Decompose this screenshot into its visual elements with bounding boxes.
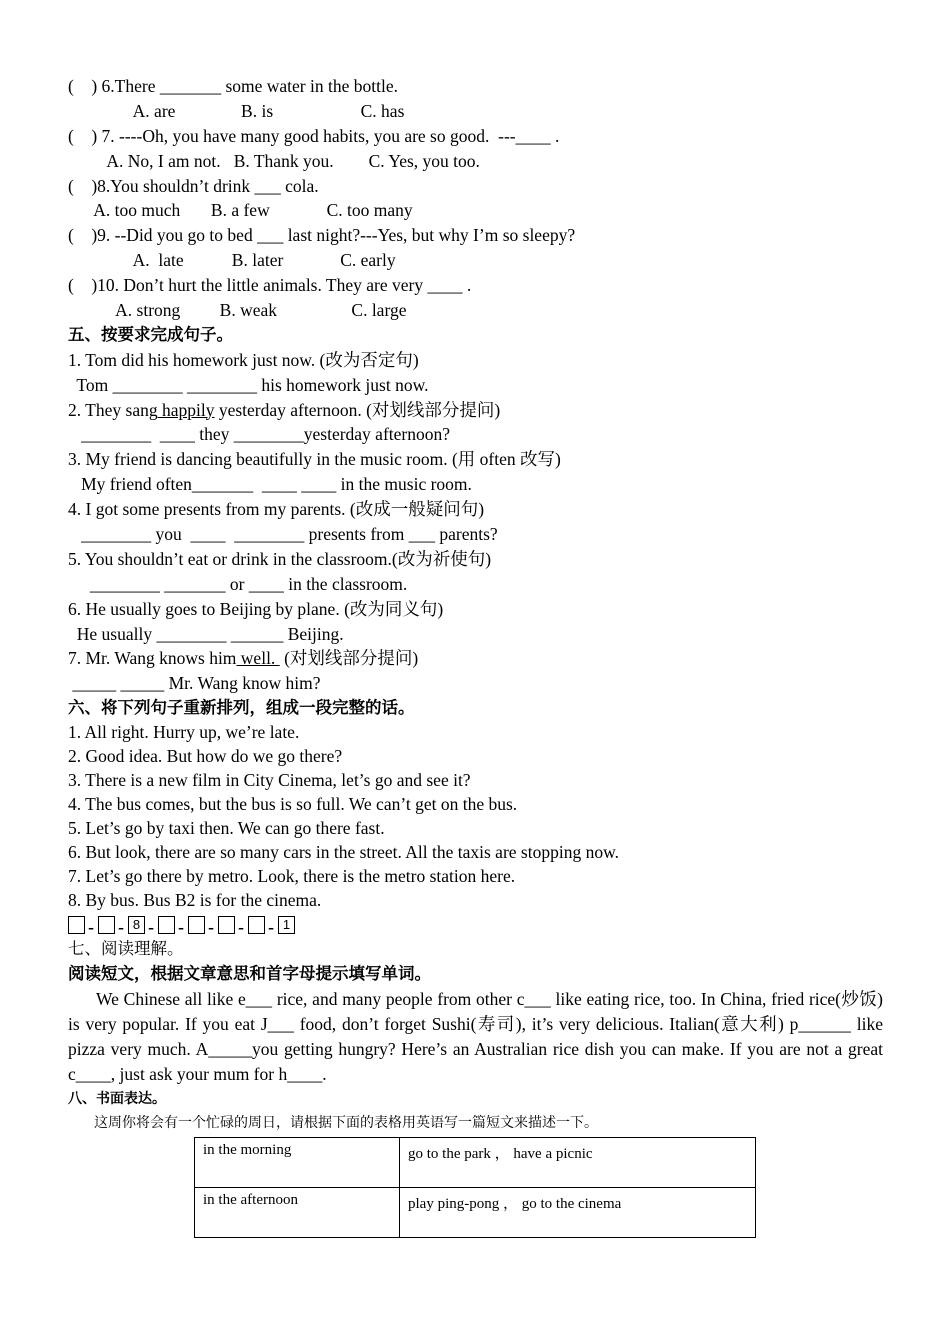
s5-question-3: 3. My friend is dancing beautifully in the music room. (用 often 改写) (68, 449, 561, 470)
order-box-4[interactable] (158, 916, 175, 934)
order-box-7[interactable] (248, 916, 265, 934)
order-dash: - (88, 917, 94, 938)
order-dash: - (268, 917, 274, 938)
section-8-title: 八、书面表达。 (68, 1090, 166, 1107)
order-box-8[interactable]: 1 (278, 916, 295, 934)
order-dash: - (208, 917, 214, 938)
order-box-2[interactable] (98, 916, 115, 934)
question-7-options: A. No, I am not. B. Thank you. C. Yes, you too. (68, 150, 480, 171)
s6-sentence-4: 4. The bus comes, but the bus is so full. We can’t get on the bus. (68, 794, 518, 815)
activity-cell-afternoon: play ping-pong ， go to the cinema (400, 1188, 756, 1238)
s5-answer-6: He usually ________ ______ Beijing. (68, 623, 344, 644)
s5-q7-pre: 7. Mr. Wang knows him (68, 648, 237, 669)
s5-q7-underlined: well. (236, 648, 280, 669)
section-5-title: 五、按要求完成句子。 (68, 324, 233, 344)
section-7-subtitle: 阅读短文，根据文章意思和首字母提示填写单词。 (68, 964, 431, 984)
section-8 (68, 1087, 883, 1136)
question-6: ( ) 6.There _______ some water in the bottle. (68, 76, 398, 96)
s5-q2-pre: 2. They sang (68, 399, 158, 420)
order-box-1[interactable] (68, 916, 85, 934)
order-dash: - (178, 917, 184, 938)
question-10-options: A. strong B. weak C. large (68, 300, 407, 321)
section-7 (68, 937, 883, 1086)
s5-answer-7: _____ _____ Mr. Wang know him? (68, 673, 321, 694)
s5-answer-3: My friend often_______ ____ ____ in the music room. (68, 474, 472, 495)
order-dash: - (238, 917, 244, 938)
order-dash: - (118, 917, 124, 938)
activity-cell-morning: go to the park ， have a picnic (400, 1138, 756, 1188)
question-9-options: A. late B. later C. early (68, 250, 396, 271)
time-cell-afternoon: in the afternoon (195, 1188, 400, 1238)
reading-passage: We Chinese all like e___ rice, and many people from other c___ like eating rice, too. In China, fried rice(炒饭) is very popular. If you eat J___ food, don’t forget Sushi(寿司), it’s very delicious. Italian(意大利) p______ like pizza very much. A_____you getting hungry? Here’s an Australian rice dish you can make. If you are not a great c____, just ask your mum for h____. (68, 988, 883, 1084)
s5-q2-post: yesterday afternoon. (对划线部分提问) (214, 399, 501, 420)
order-answer-boxes (68, 912, 883, 937)
s5-q2-underlined: happily (157, 399, 215, 420)
question-9: ( )9. --Did you go to bed ___ last night?---Yes, but why I’m so sleepy? (68, 225, 576, 246)
s5-question-7 (68, 646, 883, 671)
s6-sentence-6: 6. But look, there are so many cars in the street. All the taxis are stopping now. (68, 842, 619, 863)
s5-answer-2: ________ ____ they ________yesterday afternoon? (68, 424, 451, 445)
sunday-plan-table (194, 1137, 756, 1238)
question-8-options: A. too much B. a few C. too many (68, 200, 413, 221)
question-10: ( )10. Don’t hurt the little animals. They are very ____ . (68, 275, 472, 296)
section-5 (68, 323, 883, 696)
order-box-3[interactable]: 8 (128, 916, 145, 934)
s5-q7-post: (对划线部分提问) (279, 648, 419, 669)
s5-answer-1: Tom ________ ________ his homework just now. (68, 374, 429, 395)
section-7-title: 七、阅读理解。 (68, 939, 184, 959)
s6-sentence-7: 7. Let’s go there by metro. Look, there is the metro station here. (68, 866, 516, 887)
s6-sentence-1: 1. All right. Hurry up, we’re late. (68, 722, 300, 743)
s5-answer-4: ________ you ____ ________ presents from ___ parents? (68, 524, 498, 545)
s6-sentence-3: 3. There is a new film in City Cinema, let’s go and see it? (68, 770, 471, 791)
question-7: ( ) 7. ----Oh, you have many good habits, you are so good. ---____ . (68, 125, 560, 146)
table-row (195, 1188, 756, 1238)
s6-sentence-8: 8. By bus. Bus B2 is for the cinema. (68, 890, 322, 911)
section-6-title: 六、将下列句子重新排列，组成一段完整的话。 (68, 698, 415, 718)
s6-sentence-2: 2. Good idea. But how do we go there? (68, 746, 343, 767)
section-8-intro: 这周你将会有一个忙碌的周日，请根据下面的表格用英语写一篇短文来描述一下。 (94, 1115, 598, 1132)
worksheet-page (68, 74, 883, 1135)
s5-question-2 (68, 398, 883, 423)
s6-sentence-5: 5. Let’s go by taxi then. We can go there fast. (68, 818, 385, 839)
order-box-6[interactable] (218, 916, 235, 934)
multiple-choice-section (68, 74, 883, 323)
section-6 (68, 696, 883, 937)
s5-question-4: 4. I got some presents from my parents. (改成一般疑问句) (68, 499, 485, 520)
order-box-5[interactable] (188, 916, 205, 934)
time-cell-morning: in the morning (195, 1138, 400, 1188)
s5-question-6: 6. He usually goes to Beijing by plane. (改为同义句) (68, 598, 444, 619)
order-dash: - (148, 917, 154, 938)
s5-question-5: 5. You shouldn’t eat or drink in the classroom.(改为祈使句) (68, 548, 492, 569)
s5-answer-5: ________ _______ or ____ in the classroom. (68, 573, 408, 594)
table-row (195, 1138, 756, 1188)
question-6-options: A. are B. is C. has (68, 100, 405, 121)
question-8: ( )8.You shouldn’t drink ___ cola. (68, 175, 319, 196)
s5-question-1: 1. Tom did his homework just now. (改为否定句) (68, 349, 419, 370)
